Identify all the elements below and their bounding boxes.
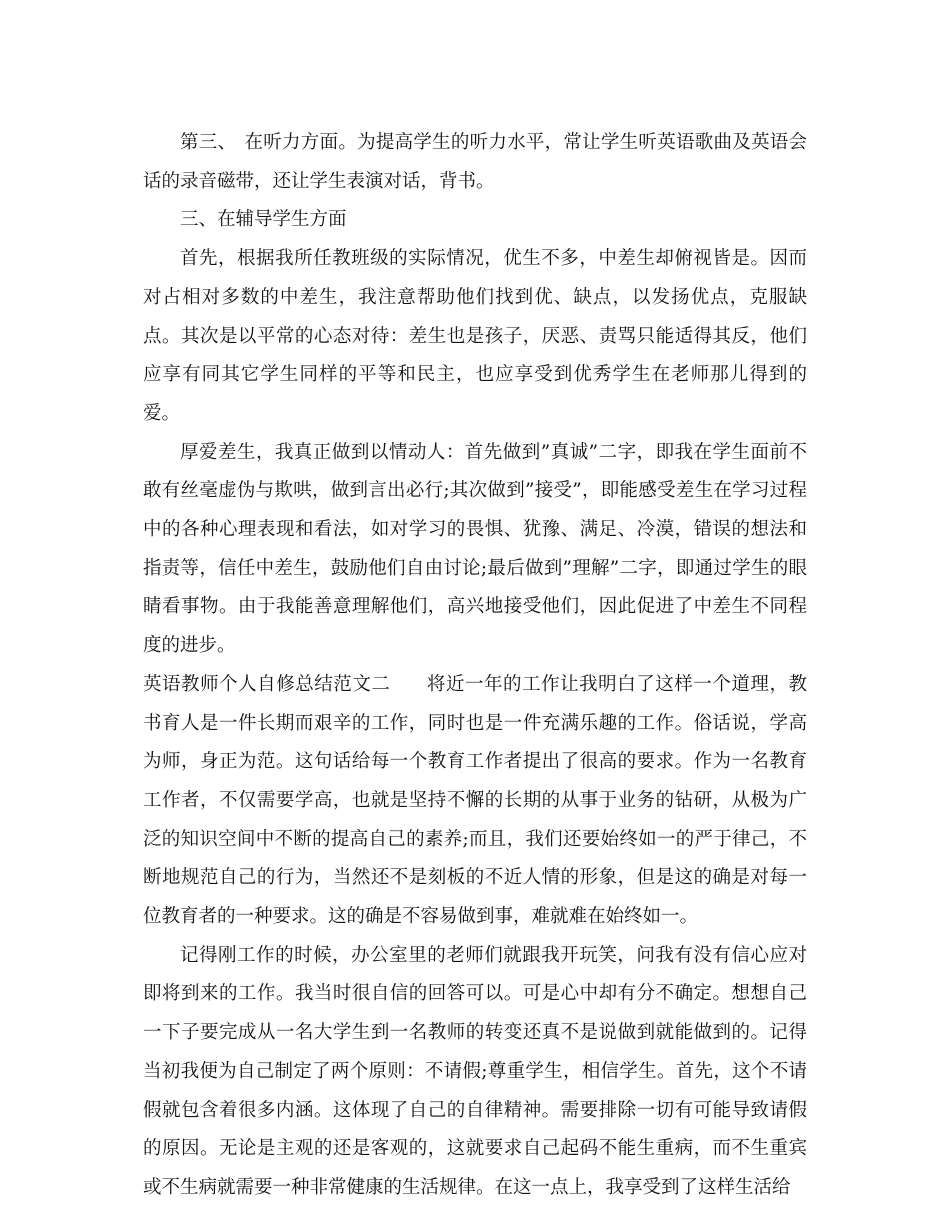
paragraph-text: 厚爱差生，我真正做到以情动人：首先做到”真诚”二字，即我在学生面前不敢有丝毫虚伪与欺哄，做到言出必行;其次做到”接受”，即能感受差生在学习过程中的各种心理表现和看法，如对学习的畏惧、犹豫、满足、冷漠，错误的想法和指责等，信任中差生，鼓励他们自由讨论;最后做到”理解”二字，即通过学生的眼睛看事物。由于我能善意理解他们，高兴地接受他们，因此促进了中差生不同程度的进步。 (143, 441, 807, 657)
paragraph-care-for-students (143, 434, 807, 666)
paragraph-label: 第三、 (180, 132, 237, 153)
paragraph-text: 首先，根据我所任教班级的实际情况，优生不多，中差生却俯视皆是。因而对占相对多数的中差生，我注意帮助他们找到优、缺点，以发扬优点，克服缺点。其次是以平常的心态对待：差生也是孩子，厌恶、责骂只能适得其反，他们应享有同其它学生同样的平等和民主，也应享受到优秀学生在老师那儿得到的爱。 (143, 248, 807, 424)
section-heading-tutoring (143, 201, 807, 240)
paragraph-text: 在听力方面。为提高学生的听力水平，常让学生听英语歌曲及英语会话的录音磁带，还让学生表演对话，背书。 (143, 132, 807, 192)
document-body (143, 124, 807, 1208)
paragraph-first-job (143, 937, 807, 1208)
paragraph-sample-two (143, 666, 807, 937)
article-title: 英语教师个人自修总结范文二 (143, 673, 391, 695)
section-heading-text: 三、在辅导学生方面 (180, 209, 347, 231)
paragraph-tutoring-first (143, 240, 807, 434)
paragraph-text: 记得刚工作的时候，办公室里的老师们就跟我开玩笑，问我有没有信心应对即将到来的工作。我当时很自信的回答可以。可是心中却有分不确定。想想自己一下子要完成从一名大学生到一名教师的转变还真不是说做到就能做到的。记得当初我便为自己制定了两个原则：不请假;尊重学生，相信学生。首先，这个不请假就包含着很多内涵。这体现了自己的自律精神。需要排除一切有可能导致请假的原因。无论是主观的还是客观的，这就要求自己起码不能生重病，而不生重宾或不生病就需要一种非常健康的生活规律。在这一点上，我享受到了这样生活给 (143, 944, 807, 1198)
paragraph-text: 将近一年的工作让我明白了这样一个道理，教书育人是一件长期而艰辛的工作，同时也是一件充满乐趣的工作。俗话说，学高为师，身正为范。这句话给每一个教育工作者提出了很高的要求。作为一名教育工作者，不仅需要学高，也就是坚持不懈的长期的从事于业务的钻研，从极为广泛的知识空间中不断的提高自己的素养;而且，我们还要始终如一的严于律己，不断地规范自己的行为，当然还不是刻板的不近人情的形象，但是这的确是对每一位教育者的一种要求。这的确是不容易做到事，难就难在始终如一。 (143, 673, 807, 928)
paragraph-listening (143, 124, 807, 201)
